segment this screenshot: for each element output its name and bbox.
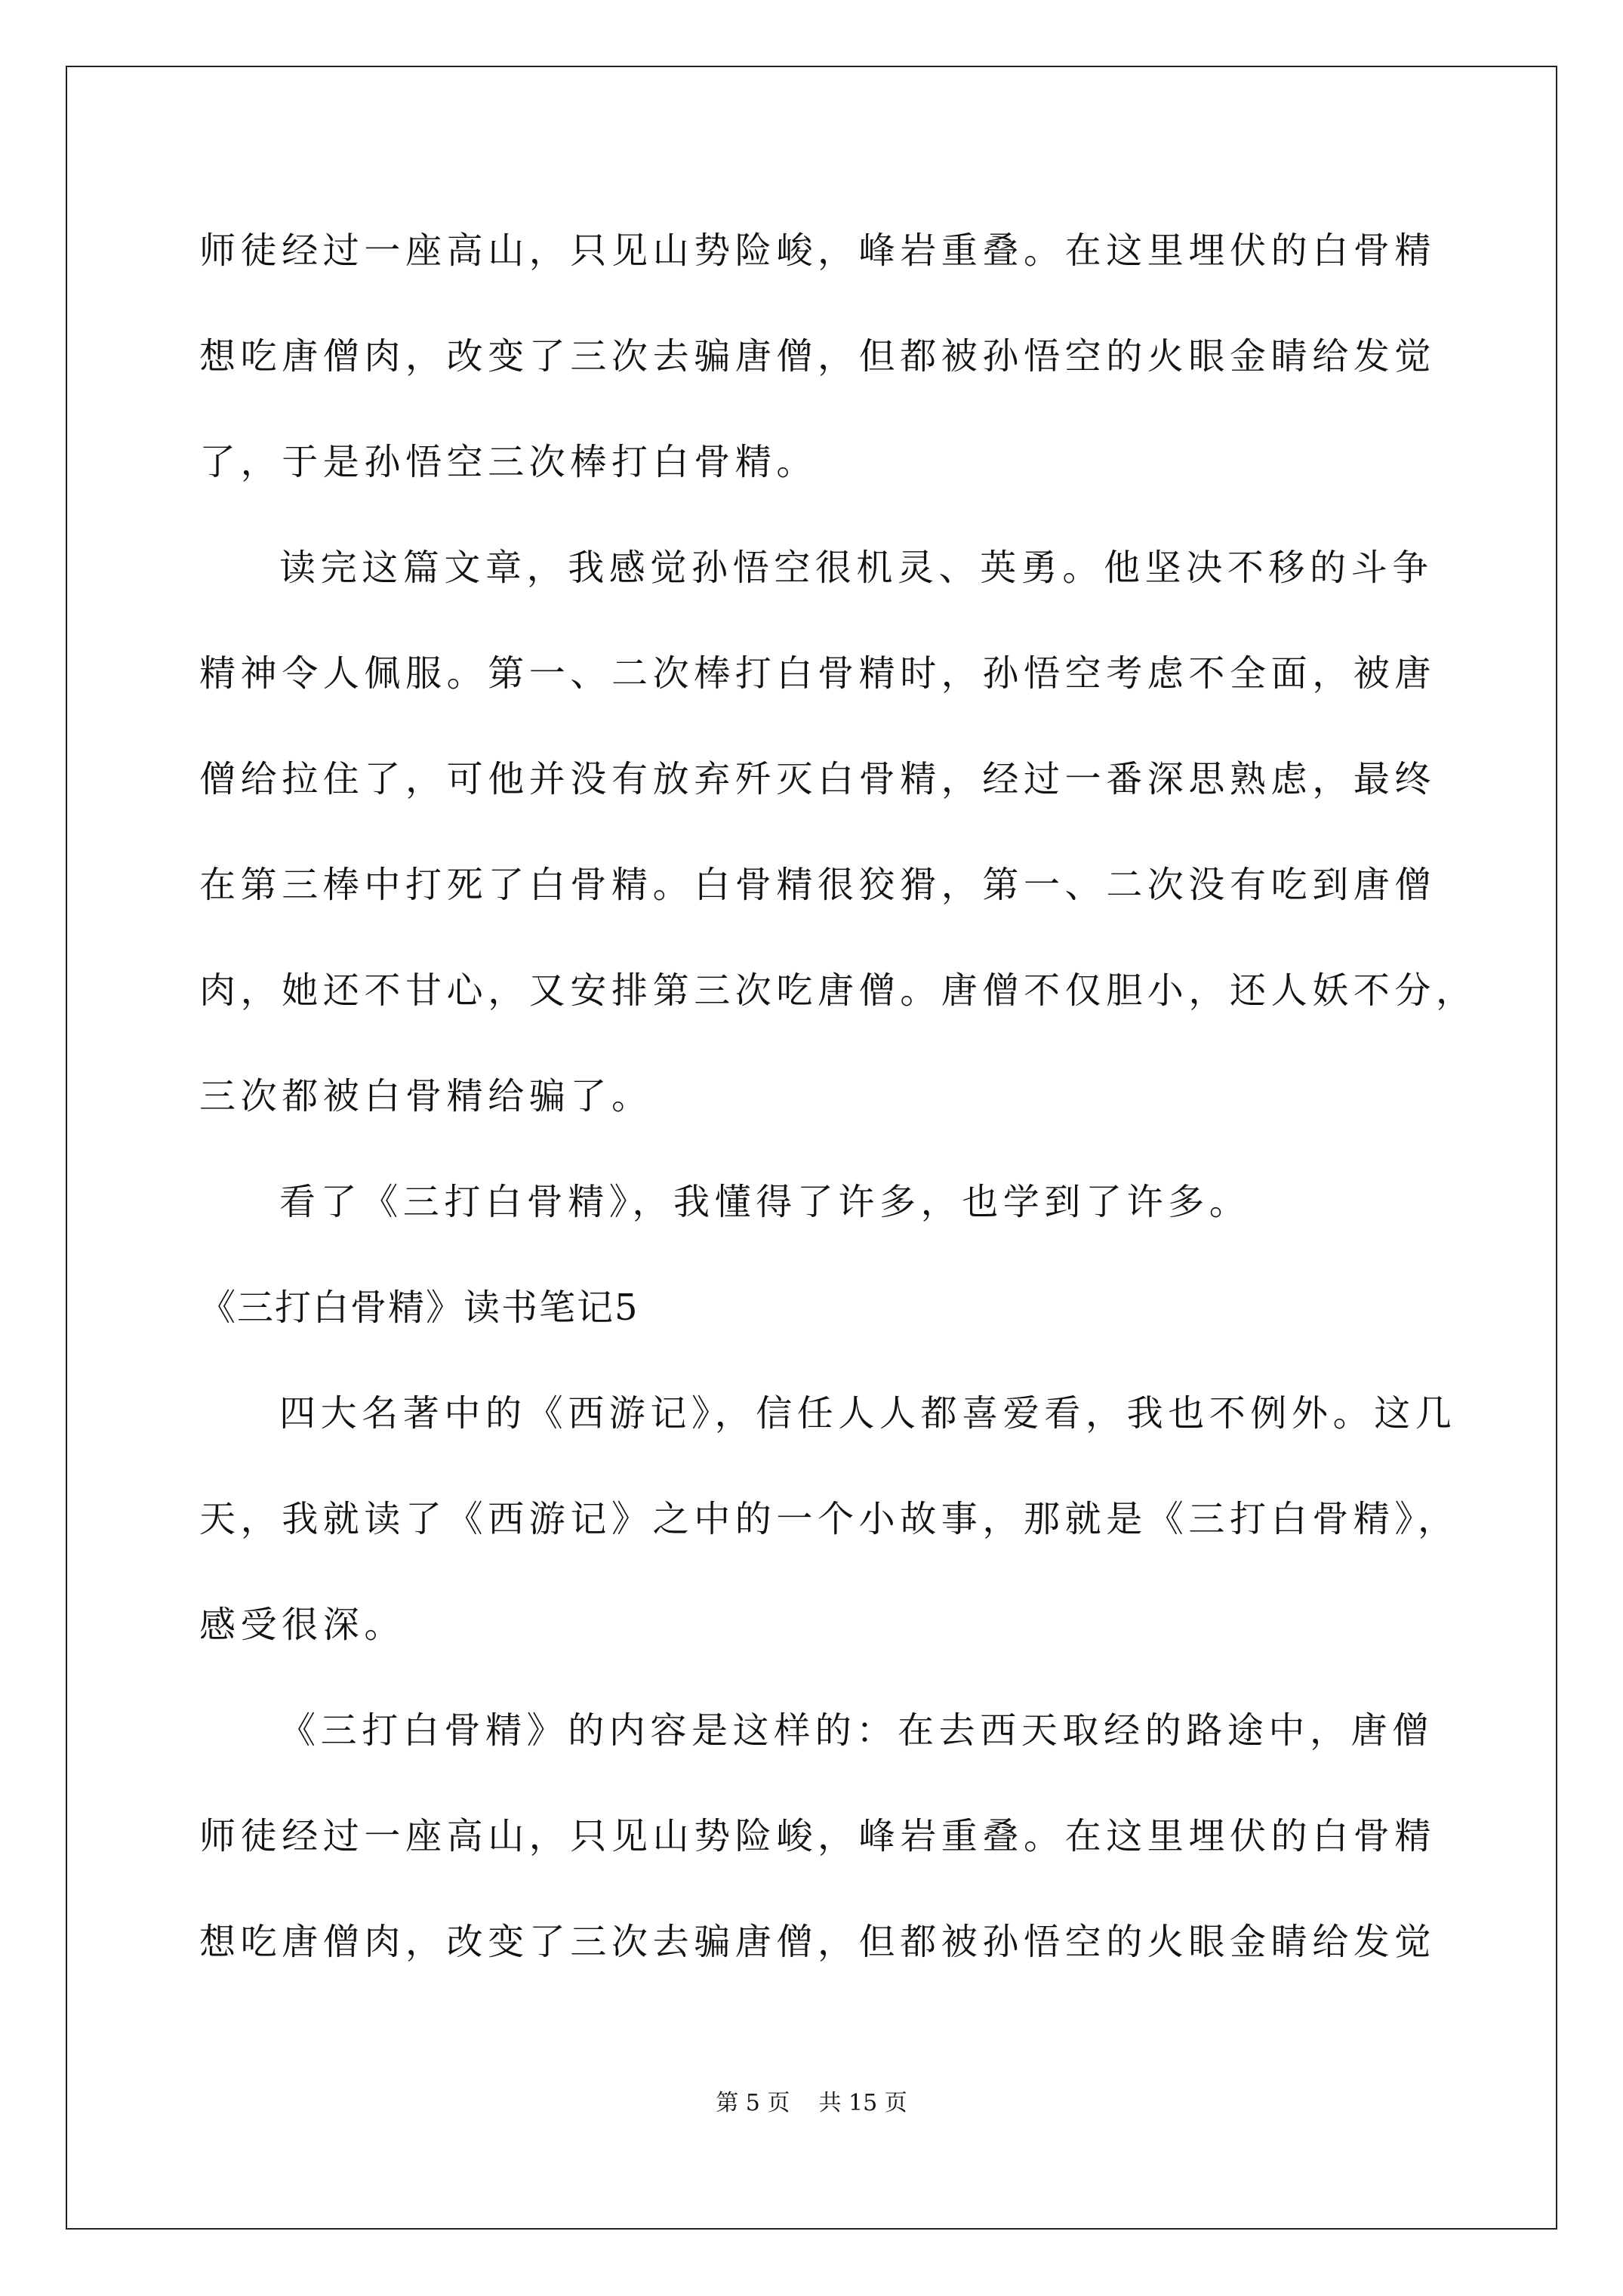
text-line: 了，于是孙悟空三次棒打白骨精。 bbox=[199, 441, 818, 483]
section-heading: 《三打白骨精》读书笔记5 bbox=[199, 1287, 639, 1329]
text-line: 天，我就读了《西游记》之中的一个小故事，那就是《三打白骨精》， bbox=[199, 1498, 1459, 1540]
text-line: 精神令人佩服。第一、二次棒打白骨精时，孙悟空考虑不全面，被唐 bbox=[199, 652, 1437, 695]
text-line: 感受很深。 bbox=[199, 1604, 406, 1646]
paragraph-start-line: 读完这篇文章，我感觉孙悟空很机灵、英勇。他坚决不移的斗争 bbox=[279, 547, 1434, 589]
paragraph-start-line: 四大名著中的《西游记》，信任人人都喜爱看，我也不例外。这几 bbox=[279, 1392, 1457, 1435]
paragraph-start-line: 看了《三打白骨精》，我懂得了许多，也学到了许多。 bbox=[279, 1181, 1251, 1223]
text-line: 肉，她还不甘心，又安排第三次吃唐僧。唐僧不仅胆小，还人妖不分， bbox=[199, 969, 1477, 1012]
text-line: 想吃唐僧肉，改变了三次去骗唐僧，但都被孙悟空的火眼金睛给发觉 bbox=[199, 335, 1437, 378]
text-line: 师徒经过一座高山，只见山势险峻，峰岩重叠。在这里埋伏的白骨精 bbox=[199, 1815, 1437, 1857]
text-line: 三次都被白骨精给骗了。 bbox=[199, 1075, 653, 1117]
page-footer bbox=[0, 2090, 1623, 2117]
text-line: 在第三棒中打死了白骨精。白骨精很狡猾，第一、二次没有吃到唐僧 bbox=[199, 864, 1437, 906]
page-border bbox=[66, 66, 1557, 2230]
text-line: 僧给拉住了，可他并没有放弃歼灭白骨精，经过一番深思熟虑，最终 bbox=[199, 758, 1437, 800]
paragraph-start-line: 《三打白骨精》的内容是这样的：在去西天取经的路途中，唐僧 bbox=[279, 1709, 1434, 1752]
text-line: 想吃唐僧肉，改变了三次去骗唐僧，但都被孙悟空的火眼金睛给发觉 bbox=[199, 1921, 1437, 1963]
page-number: 第 5 页 共 15 页 bbox=[716, 2090, 907, 2116]
text-line: 师徒经过一座高山，只见山势险峻，峰岩重叠。在这里埋伏的白骨精 bbox=[199, 230, 1437, 272]
